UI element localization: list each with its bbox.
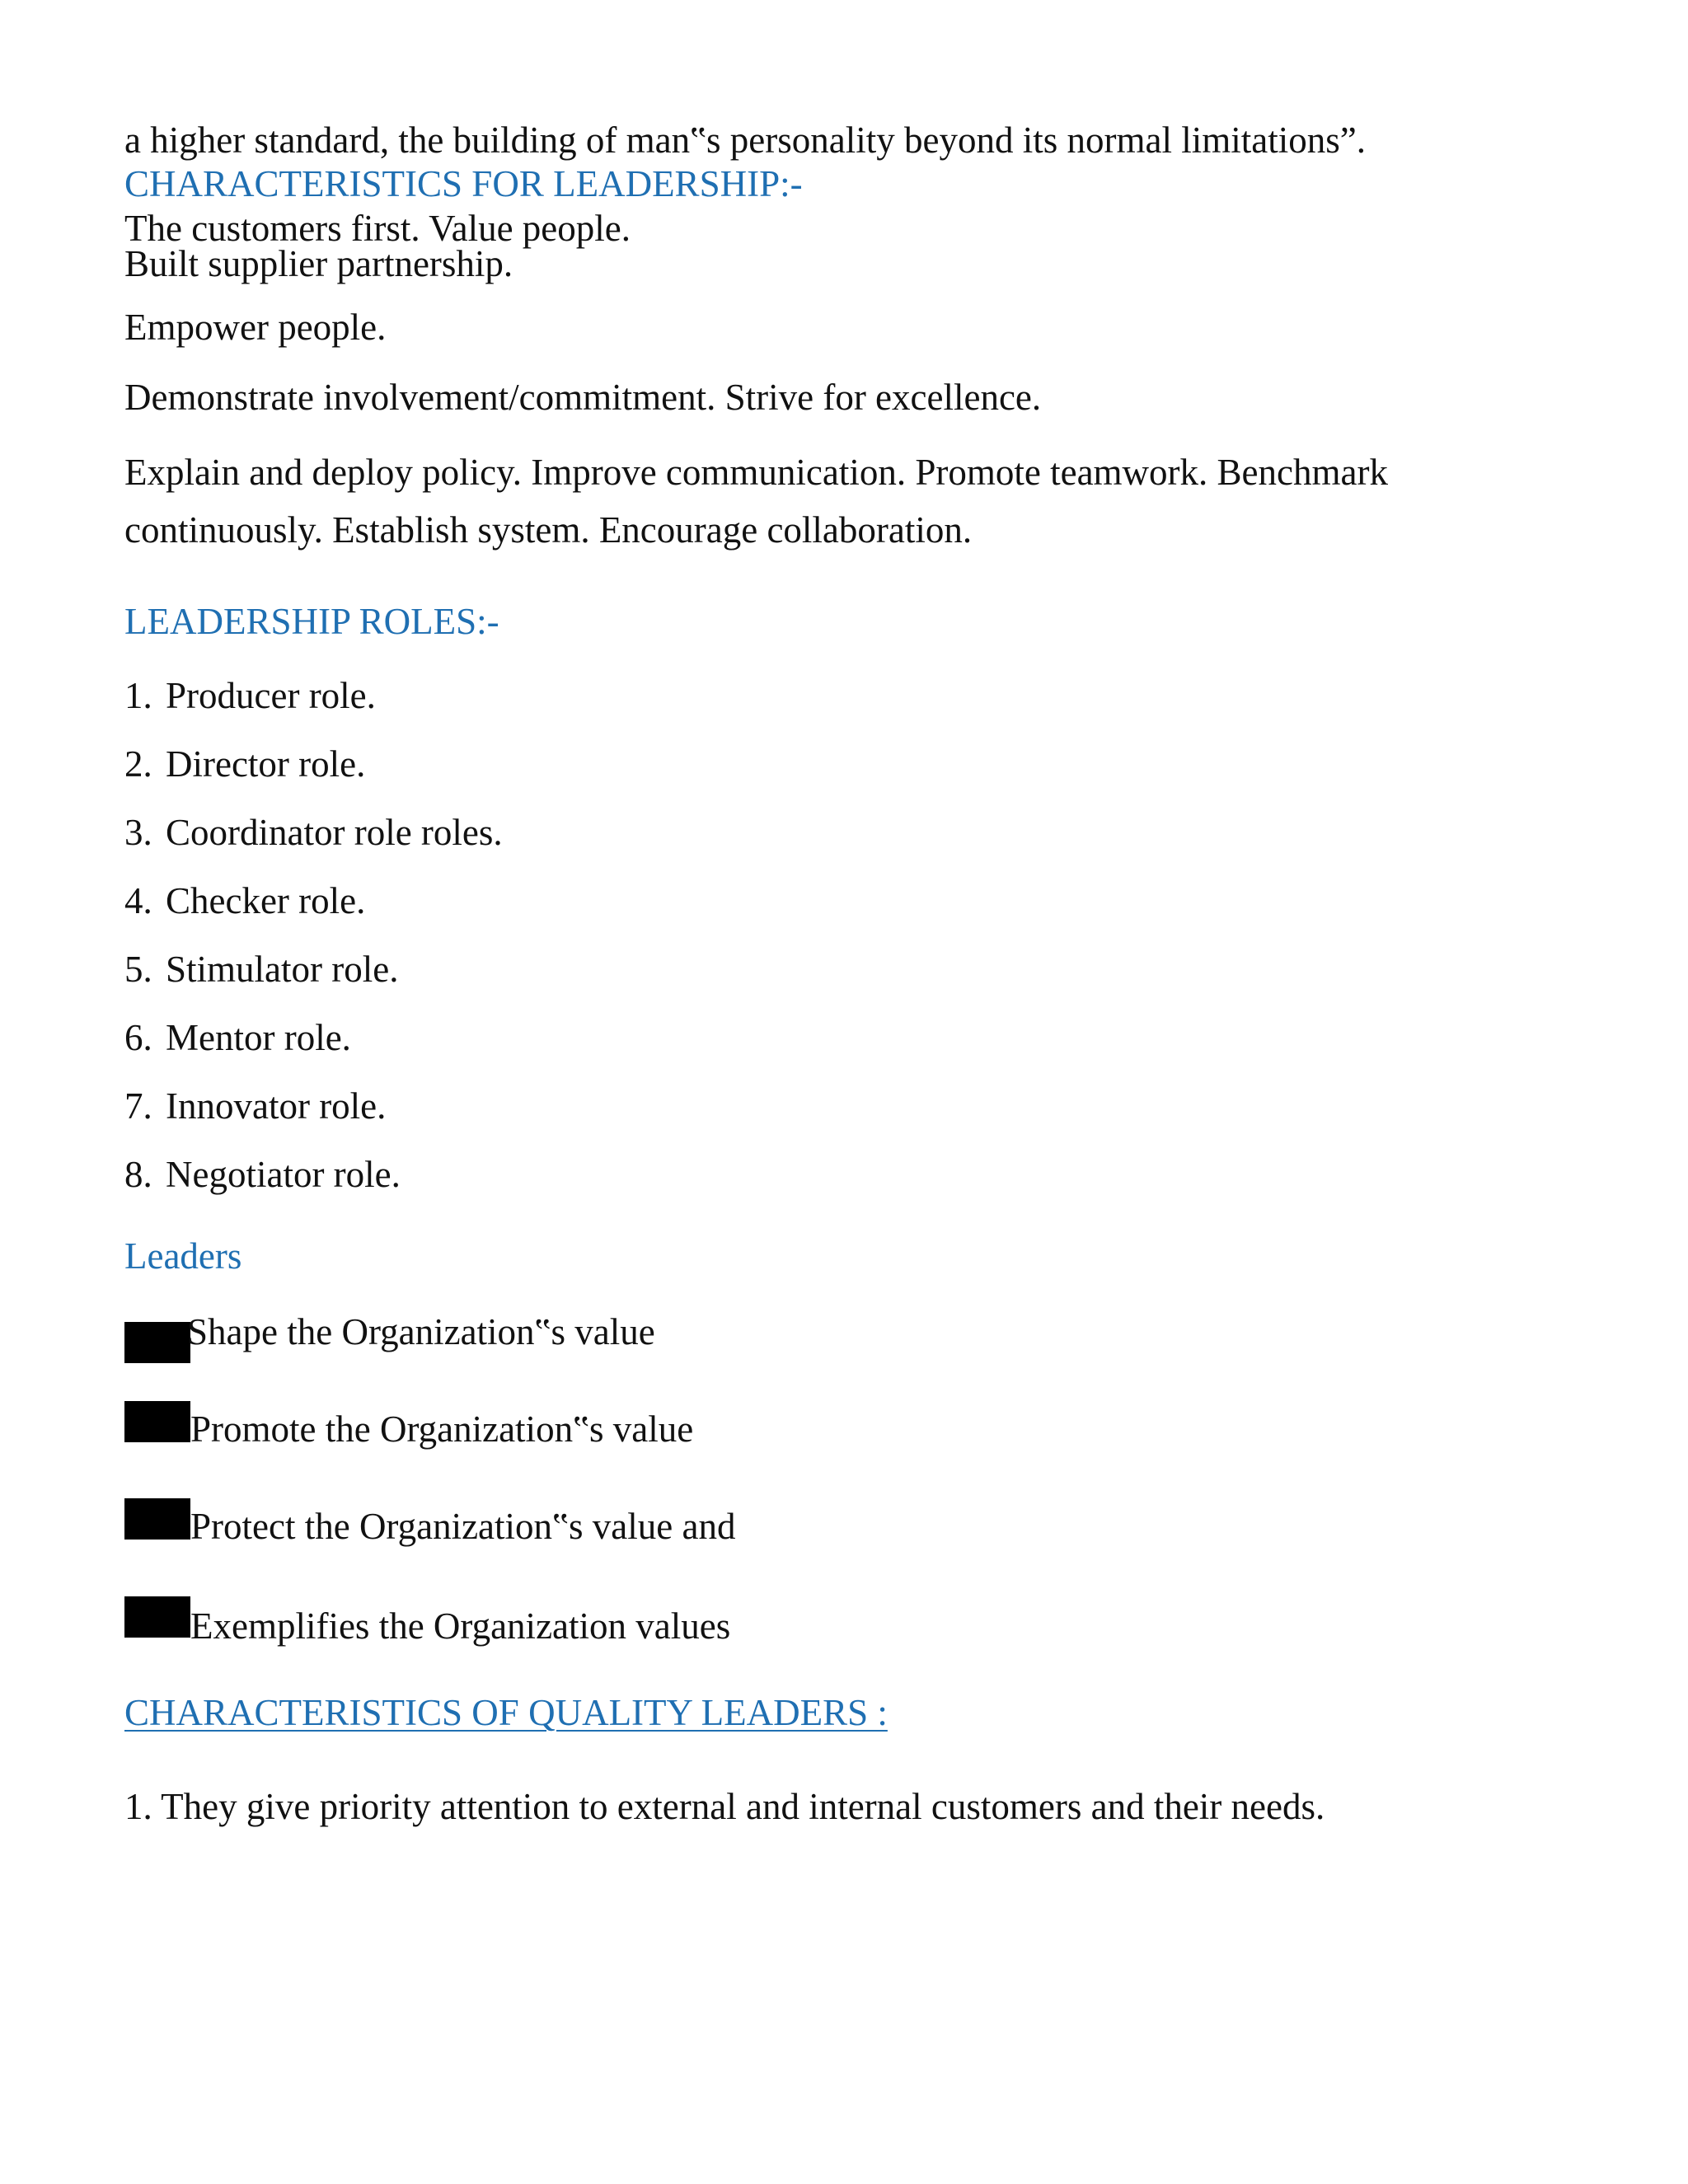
role-item [124, 880, 366, 921]
role-number: 3. [124, 812, 152, 853]
role-text: Director role. [166, 743, 366, 785]
role-item [124, 1085, 387, 1127]
role-number: 8. [124, 1154, 152, 1195]
role-number: 7. [124, 1085, 152, 1127]
role-number: 2. [124, 743, 152, 785]
role-item [124, 677, 376, 715]
characteristic-line: Demonstrate involvement/commitment. Strive for excellence. [124, 377, 1042, 418]
bullet-icon [124, 1498, 190, 1540]
role-number: 6. [124, 1017, 152, 1058]
role-item [124, 1019, 351, 1057]
role-text: Stimulator role. [166, 949, 399, 990]
characteristics-heading: CHARACTERISTICS FOR LEADERSHIP:- [124, 163, 803, 204]
role-text: Negotiator role. [166, 1154, 401, 1195]
characteristic-line: Built supplier partnership. [124, 243, 513, 284]
characteristic-line: Empower people. [124, 307, 387, 348]
bullet-text: Promote the Organization‟s value [190, 1408, 694, 1450]
quality-leaders-heading: CHARACTERISTICS OF QUALITY LEADERS : [124, 1692, 888, 1733]
role-text: Innovator role. [166, 1085, 387, 1127]
role-number: 1. [124, 675, 152, 716]
role-item [124, 1156, 401, 1193]
role-item [124, 951, 398, 988]
bullet-text: Exemplifies the Organization values [190, 1605, 731, 1647]
characteristic-line: Explain and deploy policy. Improve communication. Promote teamwork. Benchmark [124, 452, 1388, 493]
role-text: Producer role. [166, 675, 376, 716]
role-text: Coordinator role roles. [166, 812, 503, 853]
role-text: Checker role. [166, 880, 366, 921]
role-item [124, 743, 366, 785]
characteristic-line: continuously. Establish system. Encourage collaboration. [124, 509, 973, 551]
role-item [124, 814, 503, 851]
quality-point: 1. They give priority attention to external and internal customers and their needs. [124, 1786, 1325, 1827]
role-text: Mentor role. [166, 1017, 351, 1058]
roles-heading: LEADERSHIP ROLES:- [124, 601, 499, 642]
role-number: 5. [124, 949, 152, 990]
bullet-text: Shape the Organization‟s value [187, 1311, 655, 1352]
leaders-heading: Leaders [124, 1235, 242, 1277]
bullet-icon [124, 1596, 190, 1638]
bullet-icon [124, 1401, 190, 1442]
characteristic-line: The customers first. Value people. [124, 208, 631, 249]
intro-line: a higher standard, the building of man‟s personality beyond its normal limitations”. [124, 120, 1366, 161]
role-number: 4. [124, 880, 152, 921]
bullet-icon [124, 1322, 190, 1363]
bullet-text: Protect the Organization‟s value and [190, 1506, 736, 1547]
